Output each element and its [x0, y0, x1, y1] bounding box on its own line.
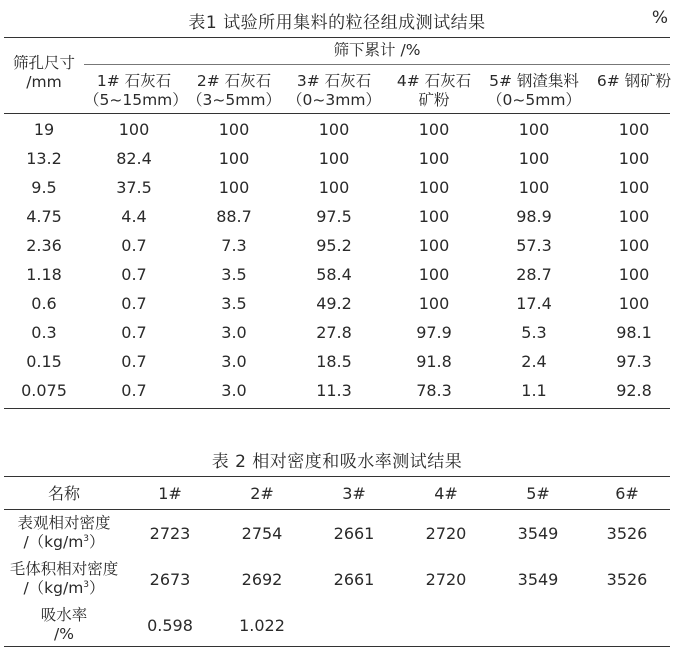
table-cell: 2692	[241, 570, 283, 589]
table-cell: 2754	[241, 524, 283, 543]
column-header: 2#	[250, 484, 274, 503]
table-cell: 92.8	[616, 381, 652, 400]
column-header-line1: 5# 钢渣集料	[489, 72, 579, 90]
table-cell: 100	[418, 149, 450, 168]
table-cell: 27.8	[316, 323, 352, 342]
table-cell: 2720	[425, 524, 467, 543]
property-name-cell	[4, 514, 124, 552]
table-cell: 1.1	[521, 381, 547, 400]
column-header-line2: 矿粉	[418, 91, 450, 109]
table-cell: 4.4	[121, 207, 147, 226]
table1-header-rule	[4, 113, 670, 114]
column-header-line2: （0~3mm）	[287, 91, 381, 109]
table-cell: 100	[318, 178, 350, 197]
table-cell: 3549	[517, 570, 559, 589]
name-header: 名称	[47, 484, 80, 503]
table1-caption: 表1 试验所用集料的粒径组成测试结果	[188, 13, 486, 33]
property-name-line1: 毛体积相对密度	[9, 560, 119, 578]
table-cell: 3.0	[221, 323, 247, 342]
table-cell: 100	[618, 120, 650, 139]
table-cell: 97.3	[616, 352, 652, 371]
table-cell: 100	[518, 178, 550, 197]
property-name-cell	[4, 560, 124, 598]
property-unit-text: /（kg/m	[23, 533, 84, 551]
table-cell: 5.3	[521, 323, 547, 342]
table2-caption: 表 2 相对密度和吸水率测试结果	[211, 452, 463, 472]
property-unit	[4, 533, 124, 552]
table-cell: 0.7	[121, 381, 147, 400]
table-cell: 3526	[606, 570, 648, 589]
property-name-line1: 吸水率	[40, 606, 88, 624]
table-cell: 3526	[606, 524, 648, 543]
table-cell: 97.5	[316, 207, 352, 226]
column-header: 5#	[526, 484, 550, 503]
table-cell: 11.3	[316, 381, 352, 400]
table2-header-rule	[4, 509, 670, 510]
property-unit	[4, 579, 124, 598]
table-cell: 100	[218, 178, 250, 197]
column-header-line1: 2# 石灰石	[196, 72, 272, 90]
table1-row-header	[4, 54, 84, 92]
table-cell: 100	[418, 207, 450, 226]
row-header-line1: 筛孔尺寸	[12, 54, 75, 72]
table-cell: 58.4	[316, 265, 352, 284]
table-cell: 2720	[425, 570, 467, 589]
table-cell: 7.3	[221, 236, 247, 255]
column-header	[484, 72, 584, 110]
column-header-line1: 3# 石灰石	[296, 72, 372, 90]
table1-unit: %	[651, 8, 668, 28]
column-header: 6#	[615, 484, 639, 503]
property-unit-exponent: 3	[83, 580, 90, 590]
table-cell: 100	[118, 120, 150, 139]
table-cell: 2723	[149, 524, 191, 543]
table-cell: 18.5	[316, 352, 352, 371]
table-cell: 3549	[517, 524, 559, 543]
table-cell: 0.7	[121, 323, 147, 342]
column-header: 4#	[434, 484, 458, 503]
column-header	[384, 72, 484, 110]
table-cell: 2.4	[521, 352, 547, 371]
property-unit-text: /（kg/m	[23, 579, 84, 597]
table-cell: 98.9	[516, 207, 552, 226]
table-cell: 2673	[149, 570, 191, 589]
table-cell: 95.2	[316, 236, 352, 255]
sieve-size-cell: 4.75	[26, 207, 62, 226]
table-cell: 0.7	[121, 236, 147, 255]
table-cell: 100	[618, 207, 650, 226]
table-cell: 100	[218, 120, 250, 139]
property-name-line1: 表观相对密度	[17, 514, 111, 532]
sieve-size-cell: 2.36	[26, 236, 62, 255]
table-cell: 88.7	[216, 207, 252, 226]
table-cell: 3.0	[221, 381, 247, 400]
table2-bottom-rule	[4, 646, 670, 647]
table1-bottom-rule	[4, 408, 670, 409]
property-unit-close: ）	[89, 579, 105, 597]
table-cell: 37.5	[116, 178, 152, 197]
table-cell: 100	[418, 265, 450, 284]
table-cell: 100	[618, 265, 650, 284]
sieve-size-cell: 0.6	[31, 294, 57, 313]
sieve-size-cell: 9.5	[31, 178, 57, 197]
table-cell: 3.0	[221, 352, 247, 371]
property-unit-exponent: 3	[83, 534, 90, 544]
table-cell: 100	[318, 149, 350, 168]
column-header-line2: （0~5mm）	[487, 91, 581, 109]
row-header-line2: /mm	[26, 73, 62, 91]
column-header-line1: 6# 钢矿粉	[596, 72, 672, 90]
table-cell: 100	[518, 149, 550, 168]
table-cell: 0.7	[121, 352, 147, 371]
table-cell: 82.4	[116, 149, 152, 168]
property-name-cell	[4, 606, 124, 644]
table1-group-rule	[84, 64, 670, 65]
table-cell: 100	[618, 236, 650, 255]
table-cell: 100	[618, 178, 650, 197]
column-header	[284, 72, 384, 110]
table-cell: 78.3	[416, 381, 452, 400]
table-cell: 100	[418, 120, 450, 139]
table-cell: 28.7	[516, 265, 552, 284]
table-cell: 100	[318, 120, 350, 139]
table-cell: 49.2	[316, 294, 352, 313]
table1-col-group-header: 筛下累计 /%	[333, 41, 421, 59]
column-header-line2: （5~15mm）	[84, 91, 188, 109]
table-cell: 100	[618, 149, 650, 168]
table-cell: 100	[618, 294, 650, 313]
column-header-line1: 4# 石灰石	[396, 72, 472, 90]
property-unit-text: /%	[54, 625, 74, 643]
sieve-size-cell: 13.2	[26, 149, 62, 168]
table1-top-rule	[4, 37, 670, 38]
column-header	[84, 72, 188, 110]
table-cell: 3.5	[221, 294, 247, 313]
property-unit	[4, 625, 124, 644]
table-cell: 57.3	[516, 236, 552, 255]
table-cell: 17.4	[516, 294, 552, 313]
column-header: 3#	[342, 484, 366, 503]
column-header: 1#	[158, 484, 182, 503]
table-cell: 0.7	[121, 294, 147, 313]
sieve-size-cell: 0.15	[26, 352, 62, 371]
column-header-line1: 1# 石灰石	[96, 72, 172, 90]
column-header	[584, 72, 674, 91]
table-cell: 100	[218, 149, 250, 168]
table-cell: 2661	[333, 524, 375, 543]
table-cell: 100	[518, 120, 550, 139]
table-cell: 0.598	[147, 616, 193, 635]
table-cell: 100	[418, 294, 450, 313]
table-cell: 100	[418, 178, 450, 197]
table-cell: 97.9	[416, 323, 452, 342]
column-header-line2: （3~5mm）	[187, 91, 281, 109]
table-cell: 3.5	[221, 265, 247, 284]
sieve-size-cell: 0.3	[31, 323, 57, 342]
property-unit-close: ）	[89, 533, 105, 551]
table2-top-rule	[4, 476, 670, 477]
table-cell: 2661	[333, 570, 375, 589]
table-cell: 100	[418, 236, 450, 255]
table-cell: 91.8	[416, 352, 452, 371]
table-cell: 98.1	[616, 323, 652, 342]
column-header	[184, 72, 284, 110]
sieve-size-cell: 19	[33, 120, 55, 139]
table-cell: 0.7	[121, 265, 147, 284]
sieve-size-cell: 1.18	[26, 265, 62, 284]
table-cell: 1.022	[239, 616, 285, 635]
sieve-size-cell: 0.075	[21, 381, 67, 400]
